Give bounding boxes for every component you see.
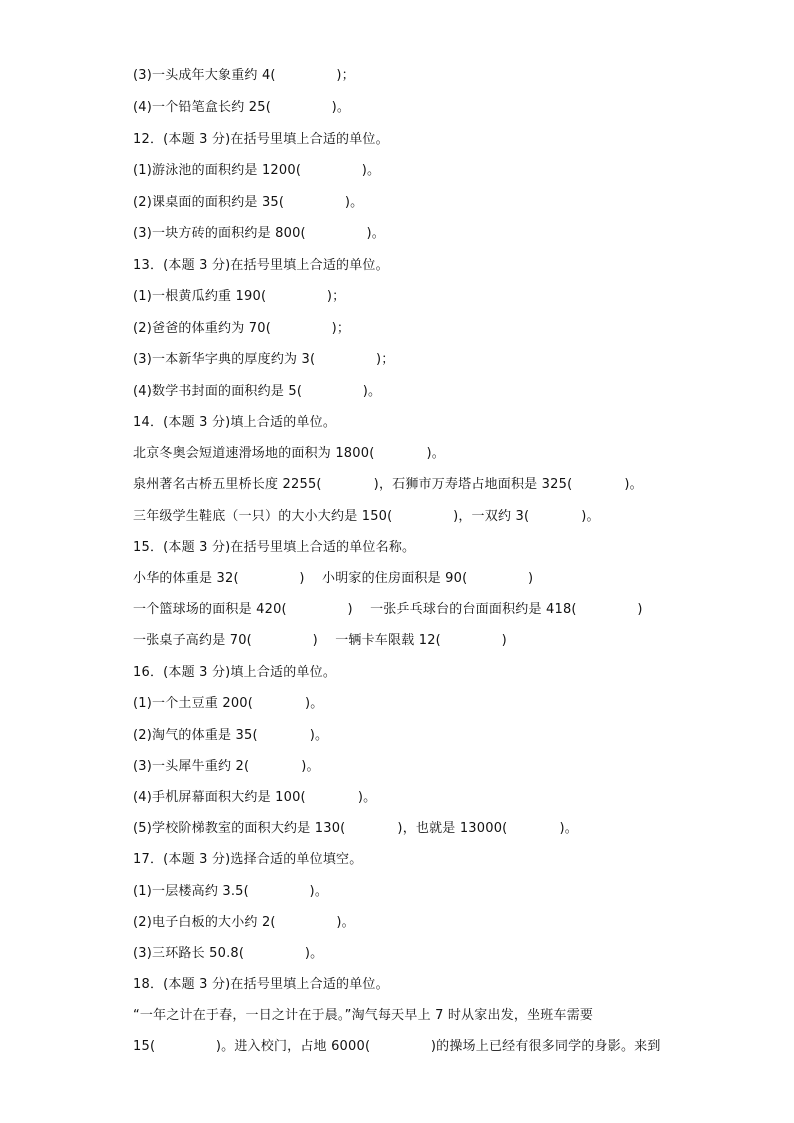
question-heading: 14．(本题 3 分)填上合适的单位。 (133, 415, 337, 430)
text-line: “一年之计在于春，一日之计在于晨。”淘气每天早上 7 时从家出发，坐班车需要 (133, 1008, 594, 1023)
text-line: (2)课桌面的面积约是 35( )。 (133, 195, 364, 210)
text-line: 15( )。进入校门，占地 6000( )的操场上已经有很多同学的身影。来到 (133, 1039, 661, 1054)
text-line: (3)三环路长 50.8( )。 (133, 946, 324, 961)
question-heading: 12．(本题 3 分)在括号里填上合适的单位。 (133, 132, 389, 147)
text-line: (3)一头成年大象重约 4( )； (133, 68, 355, 83)
text-line: (4)手机屏幕面积大约是 100( )。 (133, 790, 377, 805)
text-line: (3)一头犀牛重约 2( )。 (133, 759, 320, 774)
question-heading: 13．(本题 3 分)在括号里填上合适的单位。 (133, 258, 389, 273)
question-heading: 16．(本题 3 分)填上合适的单位。 (133, 665, 337, 680)
text-line: (4)数学书封面的面积约是 5( )。 (133, 384, 382, 399)
text-line: (1)游泳池的面积约是 1200( )。 (133, 163, 381, 178)
text-line: (3)一本新华字典的厚度约为 3( )； (133, 352, 395, 367)
text-line: (1)一根黄瓜约重 190( )； (133, 289, 346, 304)
text-line: (1)一个土豆重 200( )。 (133, 696, 324, 711)
question-heading: 17．(本题 3 分)选择合适的单位填空。 (133, 852, 363, 867)
text-line: (3)一块方砖的面积约是 800( )。 (133, 226, 385, 241)
question-heading: 18．(本题 3 分)在括号里填上合适的单位。 (133, 977, 389, 992)
text-line: 一个篮球场的面积是 420( ) 一张乒乓球台的台面面积约是 418( ) (133, 602, 643, 617)
text-line: 北京冬奥会短道速滑场地的面积为 1800( )。 (133, 446, 445, 461)
text-line: (2)淘气的体重是 35( )。 (133, 728, 329, 743)
question-heading: 15．(本题 3 分)在括号里填上合适的单位名称。 (133, 540, 416, 555)
text-line: 泉州著名古桥五里桥长度 2255( )，石狮市万寿塔占地面积是 325( )。 (133, 477, 643, 492)
text-line: (5)学校阶梯教室的面积大约是 130( )，也就是 13000( )。 (133, 821, 578, 836)
text-line: (2)爸爸的体重约为 70( )； (133, 321, 351, 336)
text-line: (2)电子白板的大小约 2( )。 (133, 915, 355, 930)
text-line: 小华的体重是 32( ) 小明家的住房面积是 90( ) (133, 571, 534, 586)
text-line: 三年级学生鞋底（一只）的大小大约是 150( )，一双约 3( )。 (133, 509, 600, 524)
text-line: 一张桌子高约是 70( ) 一辆卡车限载 12( ) (133, 633, 507, 648)
text-line: (1)一层楼高约 3.5( )。 (133, 884, 329, 899)
text-line: (4)一个铅笔盒长约 25( )。 (133, 100, 351, 115)
